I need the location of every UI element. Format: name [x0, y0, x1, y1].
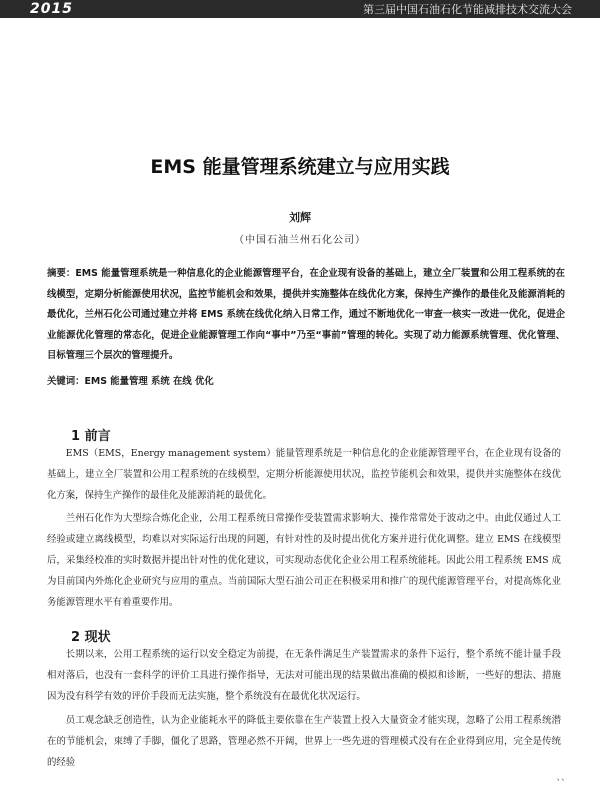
intro-paragraph-1: EMS（EMS，Energy management system）能量管理系统是一种信息化的企业能源管理平台，在企业现有设备的基础上，建立全厂装置和公用工程系统的在线模型，定期分析能源使用状况，监控节能机会和效果，提供并实施整体在线优化方案，保持生产操作的最佳化及能源消耗的最优化。: [47, 448, 561, 501]
keywords: 关键词：EMS 能量管理 系统 在线 优化: [47, 376, 214, 387]
affiliation: （中国石油兰州石化公司）: [234, 235, 366, 246]
page-title: EMS 能量管理系统建立与应用实践: [150, 156, 450, 178]
header-year: 2015: [30, 1, 73, 17]
header-band: [0, 0, 600, 18]
page-marker: 、、: [556, 773, 570, 783]
status-paragraph-2: 员工观念缺乏创造性，认为企业能耗水平的降低主要依靠在生产装置上投入大量资金才能实现，忽略了公用工程系统潜在的节能机会，束缚了手脚，僵化了思路，管理必然不开阔，世界上一些先进的管理模式没有在企业得到应用，完全是传统的经验: [47, 715, 561, 768]
status-paragraph-1: 长期以来，公用工程系统的运行以安全稳定为前提，在无条件满足生产装置需求的条件下运行，整个系统不能计量手段相对落后，也没有一套科学的评价工具进行操作指导，无法对可能出现的结果做出准确的模拟和诊断，一些好的想法、措施因为没有科学有效的评价手段而无法实施，整个系统没有在最优化状况运行。: [47, 649, 561, 702]
conference-title: 第三届中国石油石化节能减排技术交流大会: [363, 3, 572, 16]
section-heading-intro: 1 前言: [71, 429, 111, 444]
section-heading-status: 2 现状: [71, 630, 111, 645]
intro-paragraph-2: 兰州石化作为大型综合炼化企业，公用工程系统日常操作受装置需求影响大、操作常常处于波动之中。由此仅通过人工经验或建立离线模型，均难以对实际运行出现的问题，有针对性的及时提出优化方案并进行优化调整。建立 EMS 在线模型后，采集经校准的实时数据并提出针对性的优化建议，可实现动态优化企业公用工程系统能耗。因此公用工程系统 EMS 成为目前国内外炼化企业研究与应用的重点。当前国际大型石油公司正在积极采用和推广的现代能源管理平台，对提高炼化业务能源管理水平有着重要作用。: [47, 513, 561, 608]
author: 刘辉: [289, 211, 311, 224]
abstract: 摘要：EMS 能量管理系统是一种信息化的企业能源管理平台，在企业现有设备的基础上，建立全厂装置和公用工程系统的在线模型，定期分析能源使用状况，监控节能机会和效果，提供并实施整体在线优化方案，保持生产操作的最佳化及能源消耗的最优化，兰州石化公司通过建立并将 EMS 系统在线优化纳入日常工作，通过不断地优化一审查一核实一改进一优化，促进企业能源优化管理的常态化，促进企业能源管理工作向“事中”乃至“事前”管理的转化。实现了动力能源系统管理、优化管理、目标管理三个层次的管理提升。: [47, 268, 565, 361]
